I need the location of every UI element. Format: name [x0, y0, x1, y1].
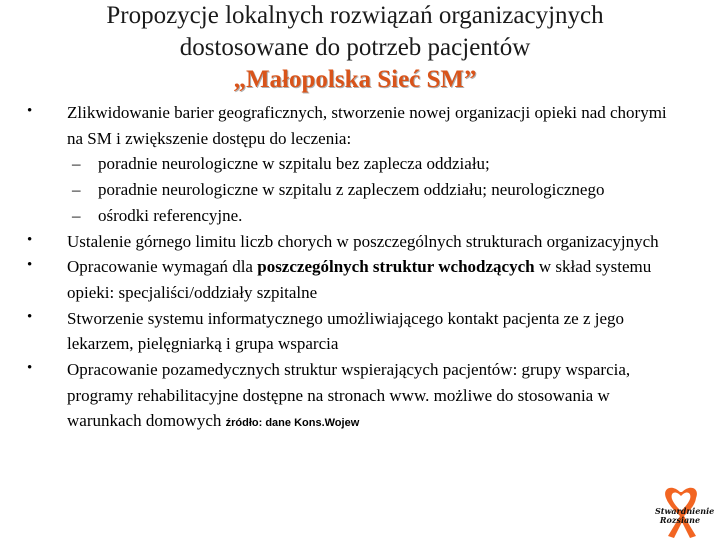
sub-item-text: poradnie neurologiczne w szpitalu bez zaplecza oddziału; [98, 154, 490, 174]
title-line-2: dostosowane do potrzeb pacjentów [179, 34, 531, 61]
slide-subtitle: „Małopolska Sieć SM” [233, 66, 477, 93]
logo-text-line-2: Rozsiane [659, 515, 701, 525]
sub-item-text: ośrodki referencyjne. [98, 205, 243, 225]
slide-title [0, 0, 710, 96]
bullet-text: Stworzenie systemu informatycznego umożliwiającego kontakt pacjenta ze z jego lekarzem, pielęgniarką i grupa wsparcia [67, 308, 625, 354]
sub-item-3 [24, 203, 684, 229]
bullet-icon: • [27, 360, 33, 377]
dash-icon: – [72, 180, 81, 200]
logo-text [655, 506, 715, 525]
bullet-icon: • [27, 308, 33, 325]
bullet-text: Ustalenie górnego limitu liczb chorych w poszczególnych strukturach organizacyjnych [67, 231, 659, 251]
bullet-item-2 [24, 229, 684, 255]
bullet-icon: • [27, 231, 33, 248]
bullet-text-after: w skład systemu opieki: specjaliści/oddziały szpitalne [67, 257, 652, 302]
sub-item-1 [24, 151, 684, 177]
bullet-item-5 [24, 357, 684, 437]
title-line-1: Propozycje lokalnych rozwiązań organizacyjnych [106, 2, 604, 29]
source-note: źródło: dane Kons.Wojew [225, 417, 360, 430]
bullet-text-bold: poszczególnych struktur wchodzących [257, 257, 535, 277]
bullet-text: Opracowanie pozamedycznych struktur wspierających pacjentów: grupy wsparcia, programy rehabilitacyjne dostępne na stronach www. możliwe do stosowania w warunkach domowych [67, 360, 631, 431]
bullet-list [24, 100, 684, 437]
sub-item-text: poradnie neurologiczne w szpitalu z zapleczem oddziału; neurologicznego [98, 180, 605, 200]
bullet-item-1 [24, 100, 684, 151]
bullet-text: Zlikwidowanie barier geograficznych, stworzenie nowej organizacji opieki nad chorymi na SM i zwiększenie dostępu do leczenia: [67, 103, 667, 148]
dash-icon: – [72, 205, 81, 225]
bullet-icon: • [27, 103, 33, 119]
bullet-item-4 [24, 306, 684, 357]
bullet-text-before: Opracowanie wymagań dla [67, 257, 258, 277]
sub-item-2 [24, 177, 684, 203]
bullet-item-3 [24, 254, 684, 305]
dash-icon: – [72, 154, 81, 174]
logo-text-line-1: Stwardnienie [655, 506, 715, 516]
bullet-icon: • [27, 257, 33, 274]
